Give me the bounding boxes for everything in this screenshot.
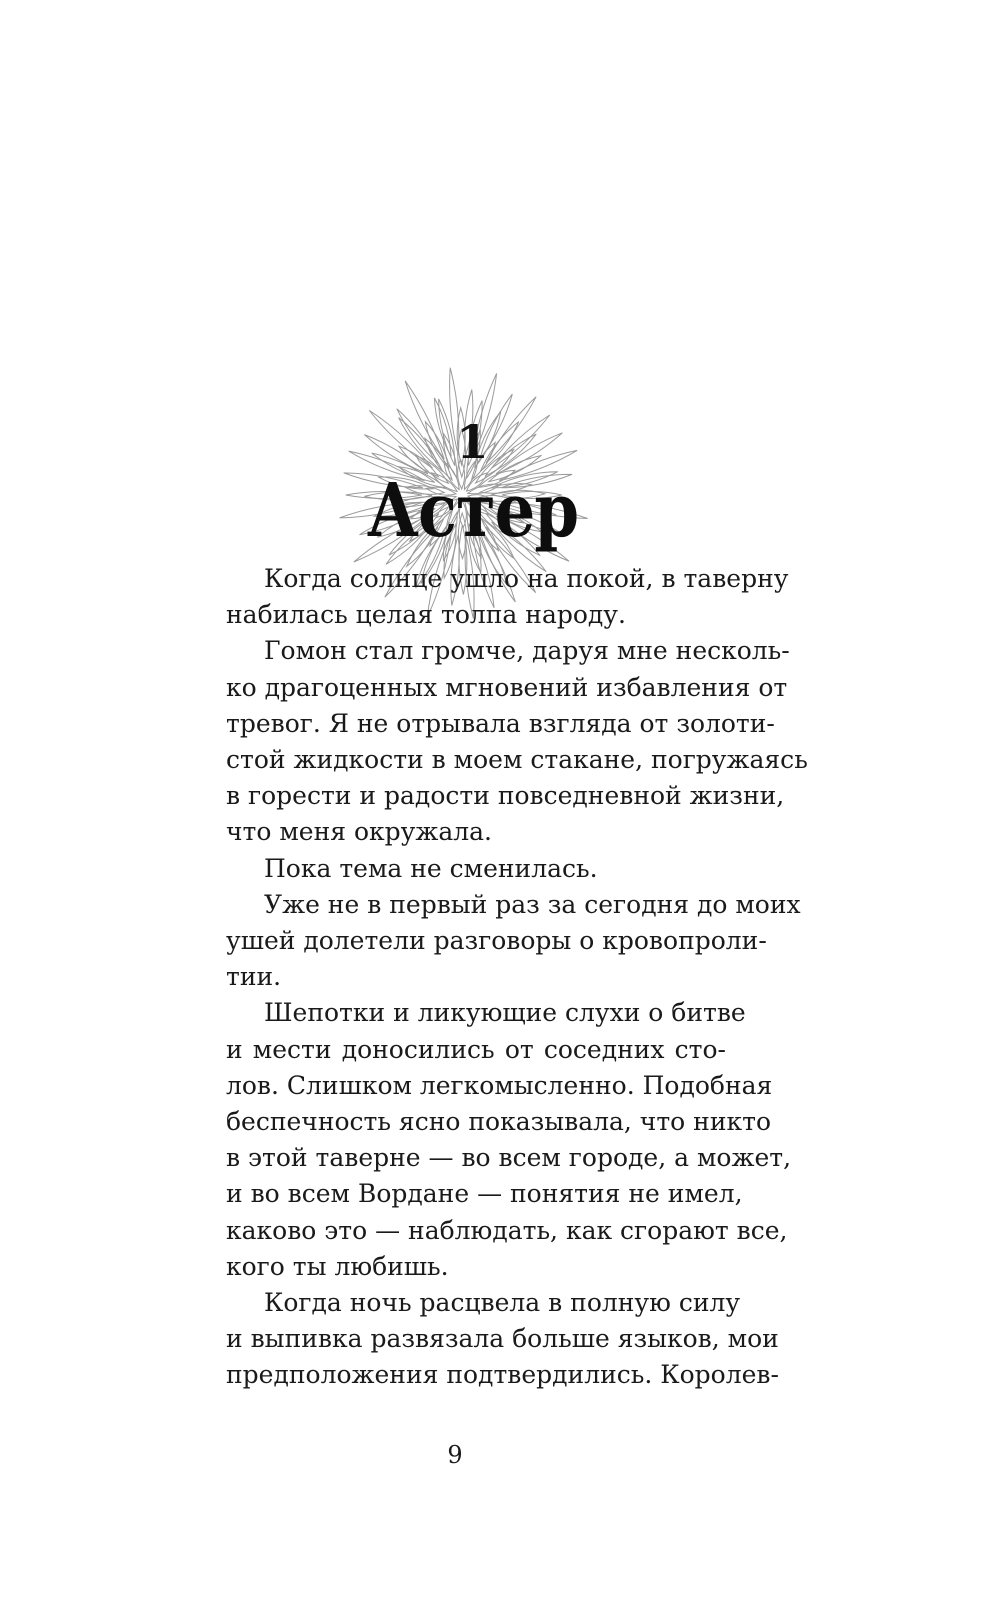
- text-line: Когда солнце ушло на покой, в таверну: [264, 564, 789, 593]
- text-line: тревог. Я не отрывала взгляда от золоти-: [226, 708, 775, 738]
- paragraph: [188, 851, 726, 887]
- paragraph: [188, 561, 789, 633]
- text-line: ко драгоценных мгновений избавления от: [226, 672, 788, 702]
- text-line: в горести и радости повседневной жизни,: [226, 781, 785, 811]
- paragraph: [188, 995, 792, 1285]
- paragraph: [188, 633, 808, 850]
- text-line: и мести доносились от соседних сто-: [226, 1034, 726, 1064]
- paragraph: [188, 887, 801, 996]
- text-line: в этой таверне — во всем городе, а может,: [226, 1143, 792, 1173]
- text-line: стой жидкости в моем стакане, погружаясь: [226, 745, 808, 775]
- text-line: тии.: [226, 962, 282, 992]
- paragraph: [188, 1285, 779, 1394]
- text-line: беспечность ясно показывала, что никто: [226, 1107, 771, 1137]
- text-line: каково это — наблюдать, как сгорают все,: [226, 1215, 788, 1245]
- text-line: Шепотки и ликующие слухи о битве: [264, 998, 746, 1028]
- body-text: [188, 561, 808, 1394]
- text-line: что меня окружала.: [226, 817, 493, 847]
- page-number: 9: [447, 1441, 463, 1469]
- text-line: Уже не в первый раз за сегодня до моих: [264, 889, 801, 919]
- text-line: Когда ночь расцвела в полную силу: [264, 1288, 741, 1318]
- chapter-title: Астер: [366, 468, 579, 555]
- text-line: предположения подтвердились. Королев-: [226, 1360, 779, 1390]
- text-line: набилась целая толпа народу.: [226, 600, 626, 630]
- text-line: и во всем Вордане — понятия не имел,: [226, 1179, 743, 1209]
- text-line: кого ты любишь.: [226, 1251, 449, 1281]
- chapter-number: 1: [456, 415, 489, 469]
- text-line: лов. Слишком легкомысленно. Подобная: [226, 1070, 773, 1100]
- text-line: и выпивка развязала больше языков, мои: [226, 1324, 779, 1354]
- text-line: ушей долетели разговоры о кровопроли-: [226, 926, 767, 956]
- text-line: Пока тема не сменилась.: [264, 853, 598, 883]
- text-line: Гомон стал громче, даруя мне несколь-: [264, 636, 790, 666]
